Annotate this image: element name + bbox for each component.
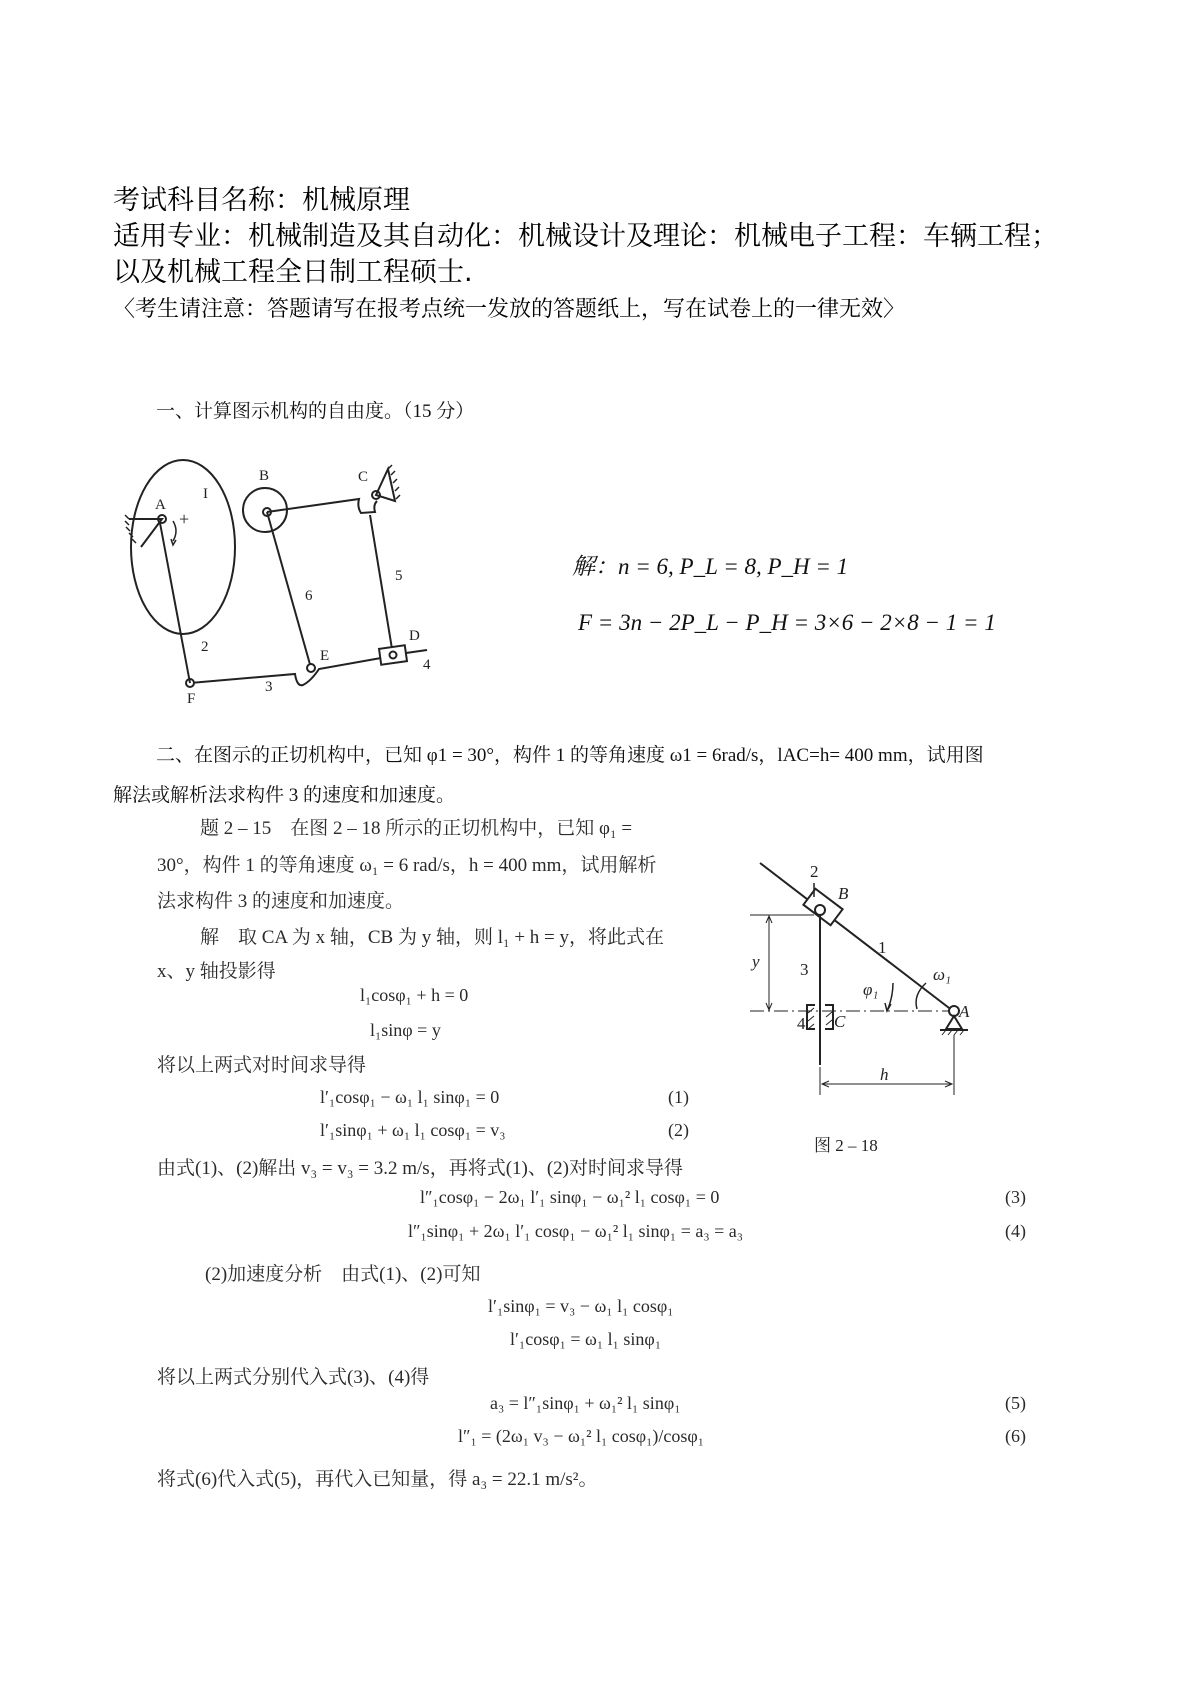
equation-2-number: (2) <box>668 1120 689 1140</box>
label-link-6: 6 <box>305 588 313 604</box>
scan-derivative-text: 将以上两式对时间求导得 <box>157 1055 367 1076</box>
label-y: y <box>752 952 760 971</box>
q1-solution-dof: F = 3n − 2P_L − P_H = 3×6 − 2×8 − 1 = 1 <box>578 610 996 635</box>
q1-solution-counts: 解：n = 6, P_L = 8, P_H = 1 <box>572 554 849 579</box>
scan-problem-line1: 题 2 – 15 在图 2 – 18 所示的正切机构中，已知 φ₁ = <box>200 818 633 839</box>
equation-5-number: (5) <box>1005 1393 1026 1413</box>
scan-velocity-result: 由式(1)、(2)解出 v₃ = v₃ = 3.2 m/s，再将式(1)、(2)对时间求导得 <box>157 1158 683 1179</box>
tangent-mechanism-diagram <box>730 855 1000 1155</box>
label-link-3: 3 <box>265 679 273 695</box>
equation-3: l″₁cosφ₁ − 2ω₁ l′₁ sinφ₁ − ω₁² l₁ cosφ₁ = 0 <box>420 1187 720 1207</box>
equation-6-number: (6) <box>1005 1426 1026 1446</box>
equation-projection-x: l₁cosφ₁ + h = 0 <box>360 985 469 1005</box>
applicable-majors-cont: 以及机械工程全日制工程硕士. <box>113 257 473 288</box>
question-2-title: 二、在图示的正切机构中，已知 φ1 = 30°，构件 1 的等角速度 ω1 = 6rad/s，lAC=h= 400 mm，试用图 <box>156 745 984 766</box>
label-C: C <box>358 469 369 485</box>
label-link-2: 2 <box>201 639 209 655</box>
equation-2: l′₁sinφ₁ + ω₁ l₁ cosφ₁ = v₃ <box>320 1120 506 1140</box>
label-link-2: 2 <box>810 862 819 881</box>
exam-subject: 考试科目名称：机械原理 <box>113 185 410 216</box>
label-link-1: 1 <box>878 938 887 957</box>
direction-mark: + <box>179 509 190 529</box>
equation-1: l′₁cosφ₁ − ω₁ l₁ sinφ₁ = 0 <box>320 1087 500 1107</box>
label-B: B <box>838 884 849 903</box>
label-A: A <box>155 497 166 513</box>
equation-4: l″₁sinφ₁ + 2ω₁ l′₁ cosφ₁ − ω₁² l₁ sinφ₁ = a₃ = a₃ <box>408 1221 744 1241</box>
scan-final-result: 将式(6)代入式(5)，再代入已知量，得 a₃ = 22.1 m/s²。 <box>157 1469 598 1490</box>
applicable-majors: 适用专业：机械制造及其自动化：机械设计及理论：机械电子工程：车辆工程； <box>113 221 1058 252</box>
label-link-4: 4 <box>423 657 431 673</box>
label-phi1: φ₁ <box>863 980 879 999</box>
label-C: C <box>834 1012 846 1031</box>
label-D: D <box>409 628 420 644</box>
question-2-title-cont: 解法或解析法求构件 3 的速度和加速度。 <box>113 785 456 806</box>
scan-solution-line1: 解 取 CA 为 x 轴，CB 为 y 轴，则 l₁ + h = y，将此式在 <box>200 927 665 948</box>
scan-problem-line3: 法求构件 3 的速度和加速度。 <box>157 891 405 912</box>
scan-acceleration-heading: (2)加速度分析 由式(1)、(2)可知 <box>205 1264 481 1285</box>
equation-4-number: (4) <box>1005 1221 1026 1241</box>
label-link-5: 5 <box>395 568 403 584</box>
figure-caption: 图 2 – 18 <box>814 1136 878 1155</box>
question-1-title: 一、计算图示机构的自由度。（15 分） <box>156 401 475 422</box>
label-h: h <box>880 1065 889 1084</box>
equation-velocity-cos: l′₁cosφ₁ = ω₁ l₁ sinφ₁ <box>510 1329 662 1349</box>
label-link-3: 3 <box>800 960 809 979</box>
scan-problem-line2: 30°，构件 1 的等角速度 ω₁ = 6 rad/s，h = 400 mm，试用解析 <box>157 855 657 876</box>
scan-substitute-text: 将以上两式分别代入式(3)、(4)得 <box>157 1367 430 1388</box>
equation-6: l″₁ = (2ω₁ v₃ − ω₁² l₁ cosφ₁)/cosφ₁ <box>458 1426 705 1446</box>
mechanism-diagram-1 <box>105 455 495 705</box>
label-E: E <box>320 648 330 664</box>
label-link-4: 4 <box>797 1014 806 1033</box>
equation-velocity-sin: l′₁sinφ₁ = v₃ − ω₁ l₁ cosφ₁ <box>488 1296 674 1316</box>
equation-5: a₃ = l″₁sinφ₁ + ω₁² l₁ sinφ₁ <box>490 1393 681 1413</box>
label-A: A <box>959 1002 970 1021</box>
exam-notice: 〈考生请注意：答题请写在报考点统一发放的答题纸上，写在试卷上的一律无效〉 <box>113 297 906 322</box>
label-B: B <box>259 468 270 484</box>
scan-solution-line2: x、y 轴投影得 <box>157 961 276 982</box>
equation-projection-y: l₁sinφ = y <box>370 1020 441 1040</box>
label-omega1: ω₁ <box>933 965 951 984</box>
equation-3-number: (3) <box>1005 1187 1026 1207</box>
equation-1-number: (1) <box>668 1087 689 1107</box>
label-F: F <box>187 691 196 705</box>
label-link-1: I <box>203 486 208 502</box>
